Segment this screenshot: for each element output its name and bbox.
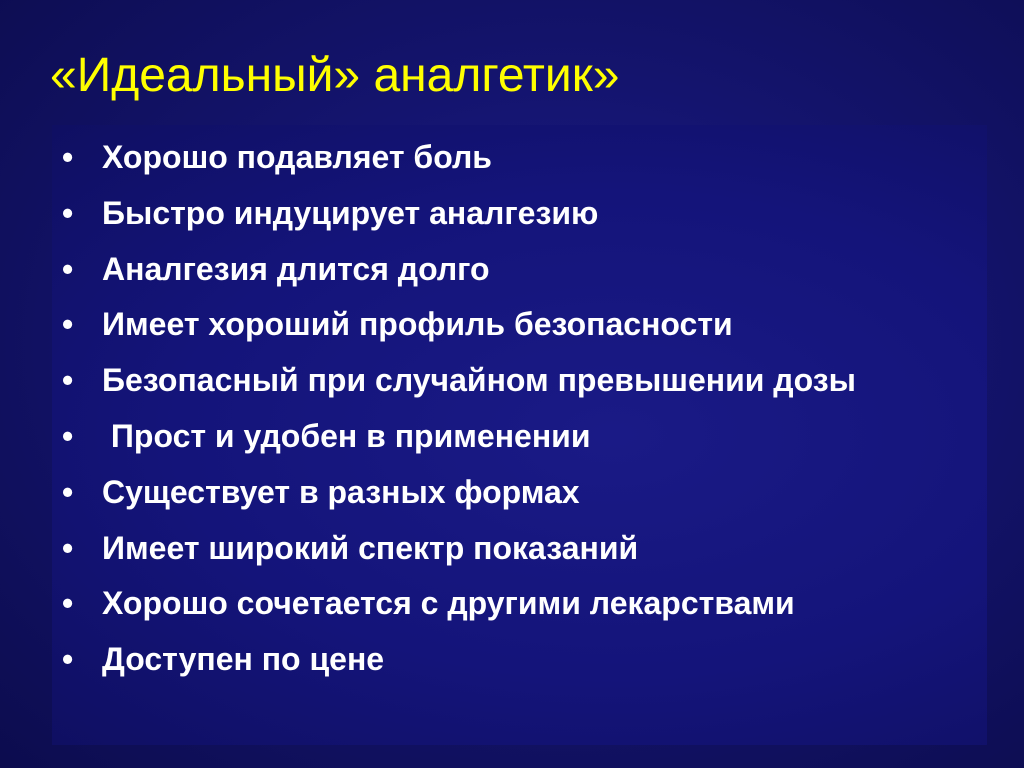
list-item-text: Прост и удобен в применении <box>102 417 591 454</box>
bullet-point-icon: • <box>62 306 74 343</box>
bullet-point-icon: • <box>62 250 74 287</box>
bullet-point-icon: • <box>62 362 74 399</box>
bullet-point-icon: • <box>62 139 74 175</box>
bullet-point-icon: • <box>62 529 74 566</box>
list-item <box>52 585 962 622</box>
list-item <box>52 362 962 399</box>
bullet-point-icon: • <box>62 473 74 510</box>
bullet-list <box>52 125 962 678</box>
bullet-point-icon: • <box>62 641 74 678</box>
list-item-text: Хорошо подавляет боль <box>102 139 492 175</box>
list-item-text: Безопасный при случайном превышении дозы <box>102 362 856 399</box>
list-item-text: Имеет хороший профиль безопасности <box>102 306 733 343</box>
list-item <box>52 306 962 343</box>
slide-title: «Идеальный» аналгетик» <box>50 49 620 102</box>
list-item-text: Хорошо сочетается с другими лекарствами <box>102 585 795 622</box>
list-item-text: Аналгезия длится долго <box>102 250 490 287</box>
list-item-text: Быстро индуцирует аналгезию <box>102 194 599 231</box>
list-item <box>52 474 962 511</box>
list-item <box>52 641 962 678</box>
list-item-text: Имеет широкий спектр показаний <box>102 529 639 566</box>
list-item <box>52 418 962 455</box>
content-panel <box>52 125 987 745</box>
bullet-point-icon: • <box>62 194 74 231</box>
list-item <box>52 139 962 176</box>
list-item-text: Существует в разных формах <box>102 473 580 510</box>
bullet-point-icon: • <box>62 585 74 622</box>
list-item <box>52 195 962 232</box>
bullet-point-icon: • <box>62 417 74 454</box>
list-item <box>52 251 962 288</box>
list-item <box>52 530 962 567</box>
list-item-text: Доступен по цене <box>102 641 385 678</box>
